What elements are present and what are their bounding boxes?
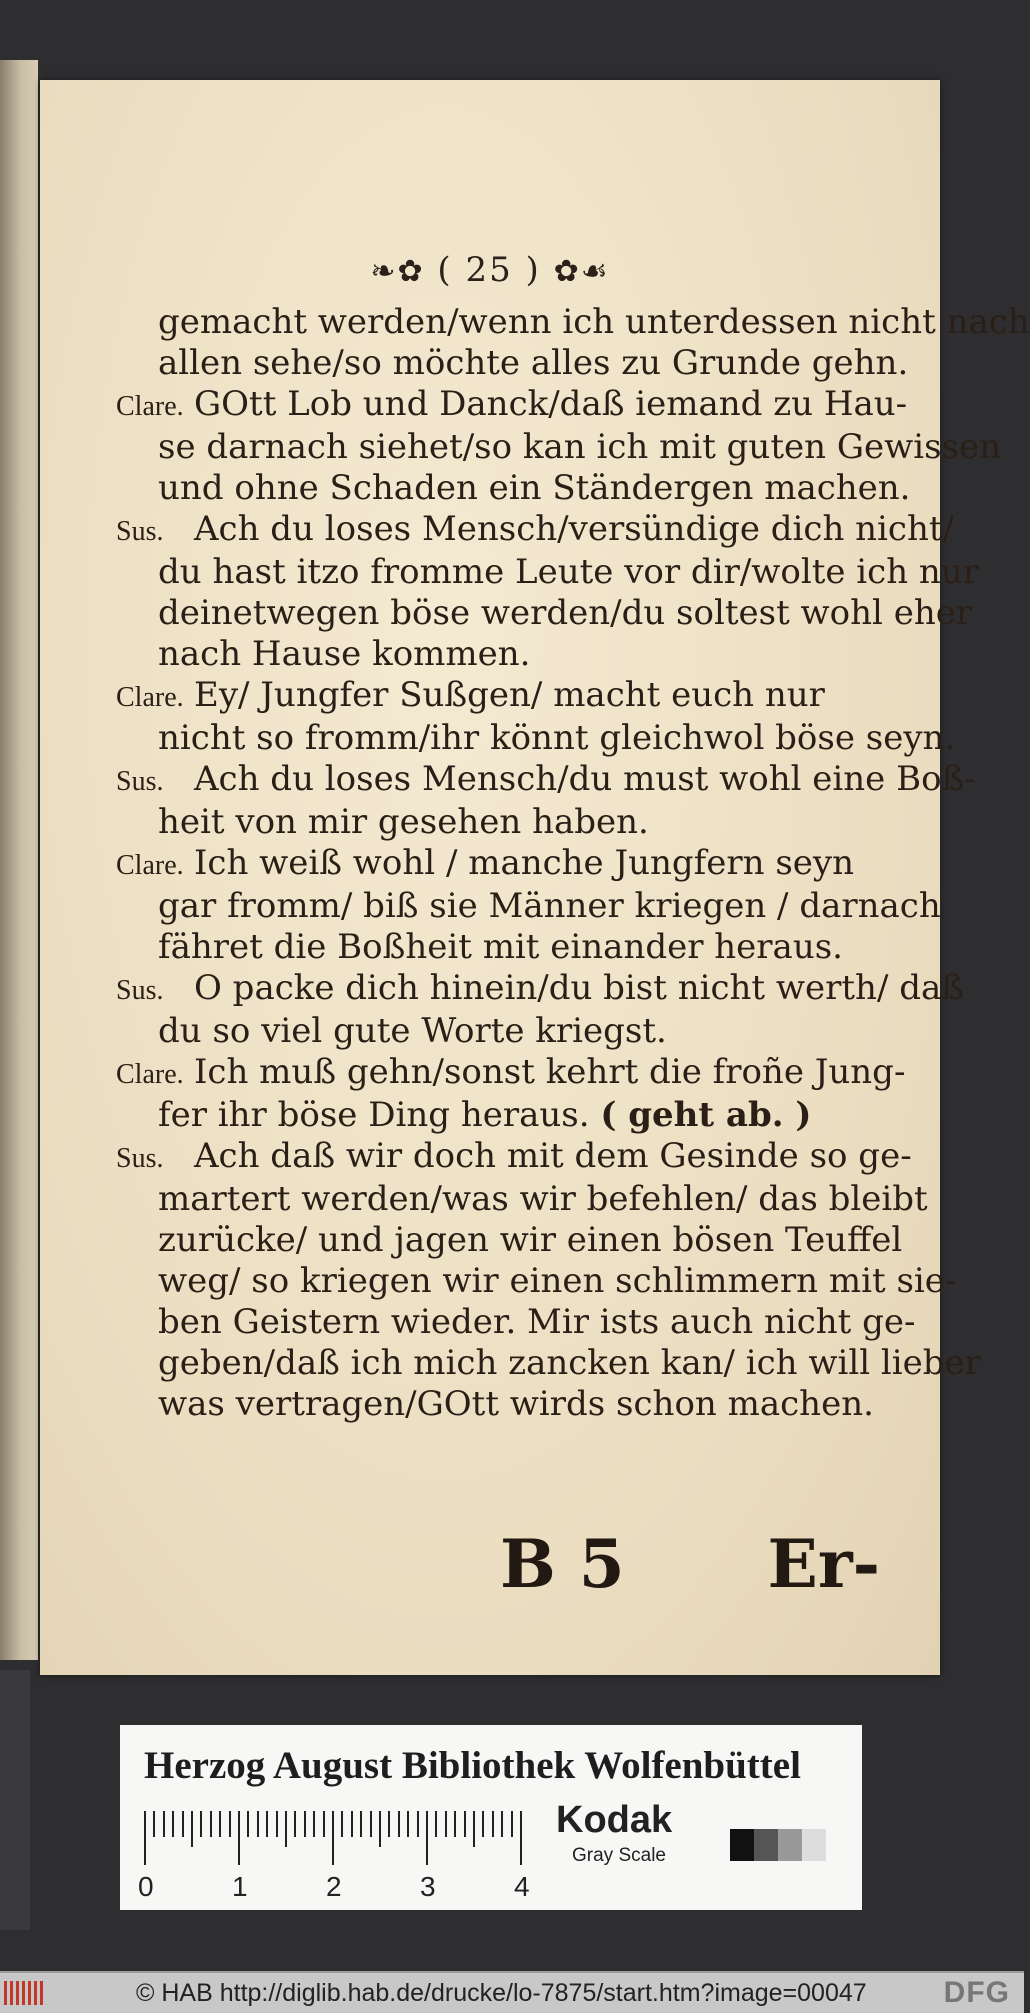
- credit-link[interactable]: © HAB http://diglib.hab.de/drucke/lo-7875/start.htm?image=00047: [136, 1979, 867, 2007]
- ruler-tick: [360, 1811, 362, 1837]
- line-text: se darnach siehet/so kan ich mit guten Gewissen: [158, 427, 1001, 467]
- line-text: zurücke/ und jagen wir einen bösen Teuffel: [158, 1220, 903, 1260]
- ruler-tick: [473, 1811, 475, 1847]
- binding-edge: [0, 1670, 30, 1930]
- line-text: O packe dich hinein/du bist nicht werth/ daß: [194, 968, 964, 1008]
- ruler-tick: [492, 1811, 494, 1837]
- ruler-tick: [229, 1811, 231, 1837]
- ruler-tick: [454, 1811, 456, 1837]
- ruler-tick: [285, 1811, 287, 1847]
- ruler-tick: [351, 1811, 353, 1837]
- line-text: fähret die Boßheit mit einander heraus.: [158, 927, 843, 967]
- line-text: du hast itzo fromme Leute vor dir/wolte ich nur: [158, 552, 979, 592]
- ruler-tick: [464, 1811, 466, 1837]
- text-line: [116, 302, 1030, 343]
- text-line: [116, 1136, 912, 1179]
- text-line: [116, 1261, 957, 1302]
- text-line: [116, 1220, 903, 1261]
- ruler-tick: [445, 1811, 447, 1837]
- speaker-name: Clare.: [116, 850, 184, 881]
- institution-name: Herzog August Bibliothek Wolfenbüttel: [144, 1744, 801, 1787]
- text-line: [116, 552, 979, 593]
- text-line: [116, 1095, 876, 1136]
- ruler-tick: [520, 1811, 522, 1865]
- ruler-tick: [379, 1811, 381, 1847]
- ruler-number: 4: [514, 1871, 530, 1902]
- ruler-tick: [435, 1811, 437, 1837]
- text-line: [116, 802, 876, 843]
- text-line: [116, 1052, 906, 1095]
- text-line: [116, 886, 941, 927]
- book-page: [40, 80, 1030, 1675]
- ruler-tick: [182, 1811, 184, 1837]
- text-line: [116, 384, 908, 427]
- previous-page-edge: [0, 60, 38, 1660]
- ruler-number: 0: [138, 1871, 154, 1902]
- ruler-tick: [276, 1811, 278, 1837]
- ruler-number: 2: [326, 1871, 342, 1902]
- line-text: Ich weiß wohl / manche Jungfern seyn: [194, 843, 855, 883]
- text-line: [116, 468, 911, 509]
- line-text: geben/daß ich mich zancken kan/ ich will lieber: [158, 1343, 981, 1383]
- ruler-tick: [266, 1811, 268, 1837]
- line-text: GOtt Lob und Danck/daß iemand zu Hau-: [194, 384, 908, 424]
- ruler-tick: [313, 1811, 315, 1837]
- ruler-tick: [323, 1811, 325, 1837]
- line-text: Ich muß gehn/sonst kehrt die froñe Jung-: [194, 1052, 906, 1092]
- line-text: fer ihr böse Ding heraus.: [158, 1095, 590, 1135]
- speaker-name: Sus.: [116, 766, 164, 797]
- kodak-logo: Kodak: [556, 1799, 673, 1841]
- ruler-tick: [257, 1811, 259, 1837]
- line-text: und ohne Schaden ein Ständergen machen.: [158, 468, 911, 508]
- line-text: allen sehe/so möchte alles zu Grunde gehn.: [158, 343, 909, 383]
- text-line: [116, 1011, 876, 1052]
- text-line: [116, 927, 876, 968]
- ruler-tick: [388, 1811, 390, 1837]
- ruler-tick: [172, 1811, 174, 1837]
- stage-direction: ( geht ab. ): [600, 1095, 812, 1135]
- line-text: Ach du loses Mensch/du must wohl eine Boß-: [194, 759, 976, 799]
- ruler-tick: [304, 1811, 306, 1837]
- text-line: [116, 1343, 981, 1384]
- text-line: [116, 1179, 928, 1220]
- speaker-name: Sus.: [116, 1143, 164, 1174]
- scale-card: [120, 1725, 862, 1910]
- line-text: du so viel gute Worte kriegst.: [158, 1011, 667, 1051]
- line-text: Ach daß wir doch mit dem Gesinde so ge-: [194, 1136, 912, 1176]
- ruler-tick: [332, 1811, 334, 1865]
- text-line: [116, 593, 973, 634]
- ruler-tick: [341, 1811, 343, 1837]
- ruler-tick: [144, 1811, 146, 1865]
- line-text: weg/ so kriegen wir einen schlimmern mit sie-: [158, 1261, 957, 1301]
- line-text: nicht so fromm/ihr könnt gleichwol böse seyn.: [158, 718, 956, 758]
- text-line: [116, 1302, 916, 1343]
- line-text: deinetwegen böse werden/du soltest wohl eher: [158, 593, 973, 633]
- line-text: gar fromm/ biß sie Männer kriegen / darnach: [158, 886, 941, 926]
- ruler-number: 1: [232, 1871, 248, 1902]
- speaker-name: Clare.: [116, 391, 184, 422]
- ruler-tick: [247, 1811, 249, 1837]
- line-text: Ach du loses Mensch/versündige dich nicht/: [194, 509, 954, 549]
- text-line: [116, 1384, 876, 1425]
- text-line: [116, 759, 976, 802]
- ruler-tick: [191, 1811, 193, 1847]
- ruler-number: 3: [420, 1871, 436, 1902]
- dfg-logo: DFG: [943, 1976, 1010, 2009]
- barcode-icon: [4, 1981, 44, 2005]
- speaker-name: Sus.: [116, 516, 164, 547]
- ruler-tick: [294, 1811, 296, 1837]
- speaker-name: Sus.: [116, 975, 164, 1006]
- text-line: [116, 968, 964, 1011]
- line-text: nach Hause kommen.: [158, 634, 531, 674]
- viewer-footer: [0, 1971, 1024, 2013]
- right-ornament-icon: ✿☙: [553, 254, 610, 289]
- line-text: Ey/ Jungfer Sußgen/ macht euch nur: [194, 675, 825, 715]
- line-text: heit von mir gesehen haben.: [158, 802, 649, 842]
- speaker-name: Clare.: [116, 682, 184, 713]
- left-ornament-icon: ❧✿: [370, 254, 425, 289]
- ruler-tick: [398, 1811, 400, 1837]
- ruler-tick: [417, 1811, 419, 1837]
- text-line: [116, 718, 956, 759]
- text-line: [116, 675, 876, 718]
- text-line: [116, 343, 909, 384]
- dialogue-text: [116, 302, 1030, 1425]
- ruler-tick: [482, 1811, 484, 1837]
- line-text: was vertragen/GOtt wirds schon machen.: [158, 1384, 874, 1424]
- ruler-tick: [407, 1811, 409, 1837]
- ruler-tick: [501, 1811, 503, 1837]
- signature-mark: B 5: [500, 1525, 625, 1603]
- ruler-tick: [238, 1811, 240, 1865]
- ruler-tick: [370, 1811, 372, 1837]
- gray-scale-swatch: [730, 1829, 826, 1861]
- ruler-tick: [153, 1811, 155, 1837]
- speaker-name: Clare.: [116, 1059, 184, 1090]
- gray-scale-label: Gray Scale: [572, 1845, 666, 1866]
- page-header: [40, 250, 940, 290]
- catchword: Er-: [767, 1525, 880, 1603]
- line-text: martert werden/was wir befehlen/ das bleibt: [158, 1179, 928, 1219]
- ruler-tick: [210, 1811, 212, 1837]
- ruler-tick: [511, 1811, 513, 1837]
- ruler-tick: [219, 1811, 221, 1837]
- text-line: [116, 843, 876, 886]
- ruler-tick: [426, 1811, 428, 1865]
- line-text: ben Geistern wieder. Mir ists auch nicht ge-: [158, 1302, 916, 1342]
- line-text: gemacht werden/wenn ich unterdessen nicht nach: [158, 302, 1030, 342]
- ruler-tick: [163, 1811, 165, 1837]
- text-line: [116, 427, 1001, 468]
- ruler-tick: [200, 1811, 202, 1837]
- page-number: ( 25 ): [437, 250, 541, 290]
- text-line: [116, 634, 876, 675]
- text-line: [116, 509, 954, 552]
